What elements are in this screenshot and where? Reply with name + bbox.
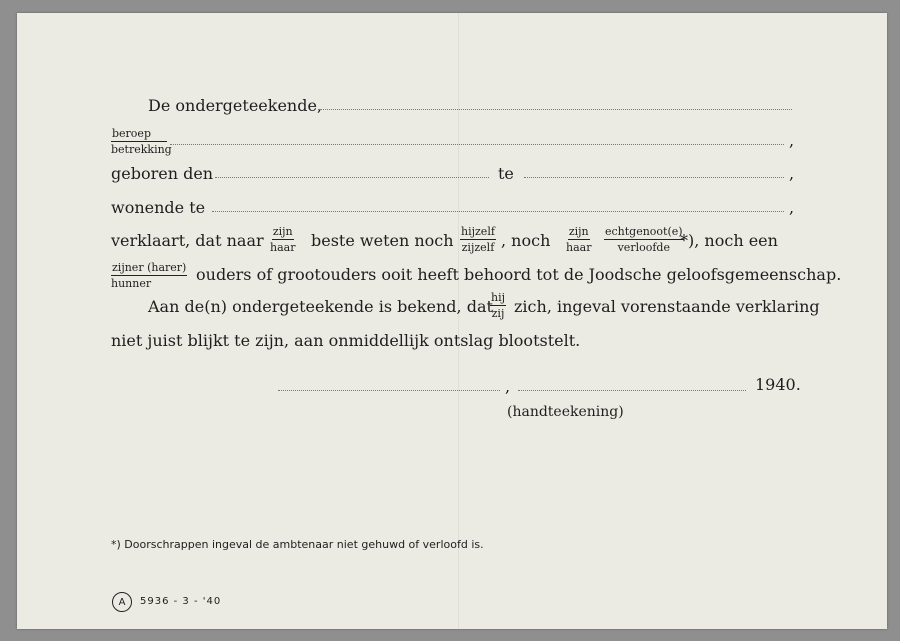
occupation-field[interactable] bbox=[170, 144, 784, 145]
their-denominator: hunner bbox=[111, 277, 152, 290]
birth-place-field[interactable] bbox=[524, 177, 784, 178]
parents-fraction bbox=[111, 261, 187, 290]
his-her-fraction-2 bbox=[566, 225, 591, 254]
declares-text-2: beste weten noch bbox=[311, 231, 454, 250]
born-label: geboren den bbox=[111, 164, 214, 183]
birth-date-field[interactable] bbox=[215, 177, 489, 178]
her-denominator-2: haar bbox=[566, 241, 592, 254]
known-text-3: niet juist blijkt te zijn, aan onmiddellijk ontslag blootstelt. bbox=[111, 331, 581, 350]
occupation-fraction bbox=[111, 127, 172, 156]
herself-denominator: zijzelf bbox=[461, 241, 495, 254]
known-text-1: Aan de(n) ondergeteekende is bekend, dat bbox=[148, 297, 493, 316]
declares-text-1: verklaart, dat naar bbox=[111, 231, 264, 250]
residence-field[interactable] bbox=[212, 211, 784, 212]
his-numerator-2: zijn bbox=[568, 225, 589, 238]
occupation-denominator: betrekking bbox=[111, 143, 172, 156]
her-denominator: haar bbox=[270, 241, 296, 254]
living-label: wonende te bbox=[111, 198, 206, 217]
she-denominator: zij bbox=[491, 307, 505, 320]
logo-letter: A bbox=[118, 596, 126, 608]
declares-text-3: , noch bbox=[501, 231, 551, 250]
comma-living: , bbox=[789, 198, 795, 217]
paper-fold bbox=[458, 13, 459, 629]
his-her-fraction bbox=[270, 225, 295, 254]
himself-numerator: hijzelf bbox=[461, 225, 495, 238]
date-field[interactable] bbox=[518, 390, 746, 391]
fiance-denominator: verloofde bbox=[617, 241, 670, 254]
place-field[interactable] bbox=[278, 390, 500, 391]
self-fraction bbox=[460, 225, 496, 254]
declares-text-4: *), noch een bbox=[680, 231, 778, 250]
he-numerator: hij bbox=[491, 291, 506, 304]
known-text-2: zich, ingeval vorenstaande verklaring bbox=[514, 297, 820, 316]
line-undersigned: De ondergeteekende, bbox=[148, 96, 323, 115]
footnote: *) Doorschrappen ingeval de ambtenaar niet gehuwd of verloofd is. bbox=[111, 538, 484, 551]
print-code: 5936 - 3 - '40 bbox=[140, 596, 222, 607]
signature-label: (handteekening) bbox=[507, 404, 624, 420]
comma-occupation: , bbox=[789, 131, 795, 150]
name-field[interactable] bbox=[318, 109, 792, 110]
spouse-numerator: echtgenoot(e) bbox=[605, 225, 683, 238]
his-numerator: zijn bbox=[272, 225, 293, 238]
occupation-numerator: beroep bbox=[111, 127, 167, 142]
birth-place-label: te bbox=[498, 164, 514, 183]
printer-logo-icon bbox=[112, 592, 132, 612]
declares-text-5: ouders of grootouders ooit heeft behoord tot de Joodsche geloofsgemeenschap. bbox=[196, 265, 842, 284]
comma-date: , bbox=[505, 377, 511, 396]
his-her-numerator: zijner (harer) bbox=[112, 261, 187, 274]
comma-born: , bbox=[789, 164, 795, 183]
spouse-fraction bbox=[604, 225, 684, 254]
he-she-fraction bbox=[490, 291, 506, 320]
year-label: 1940. bbox=[755, 375, 801, 394]
